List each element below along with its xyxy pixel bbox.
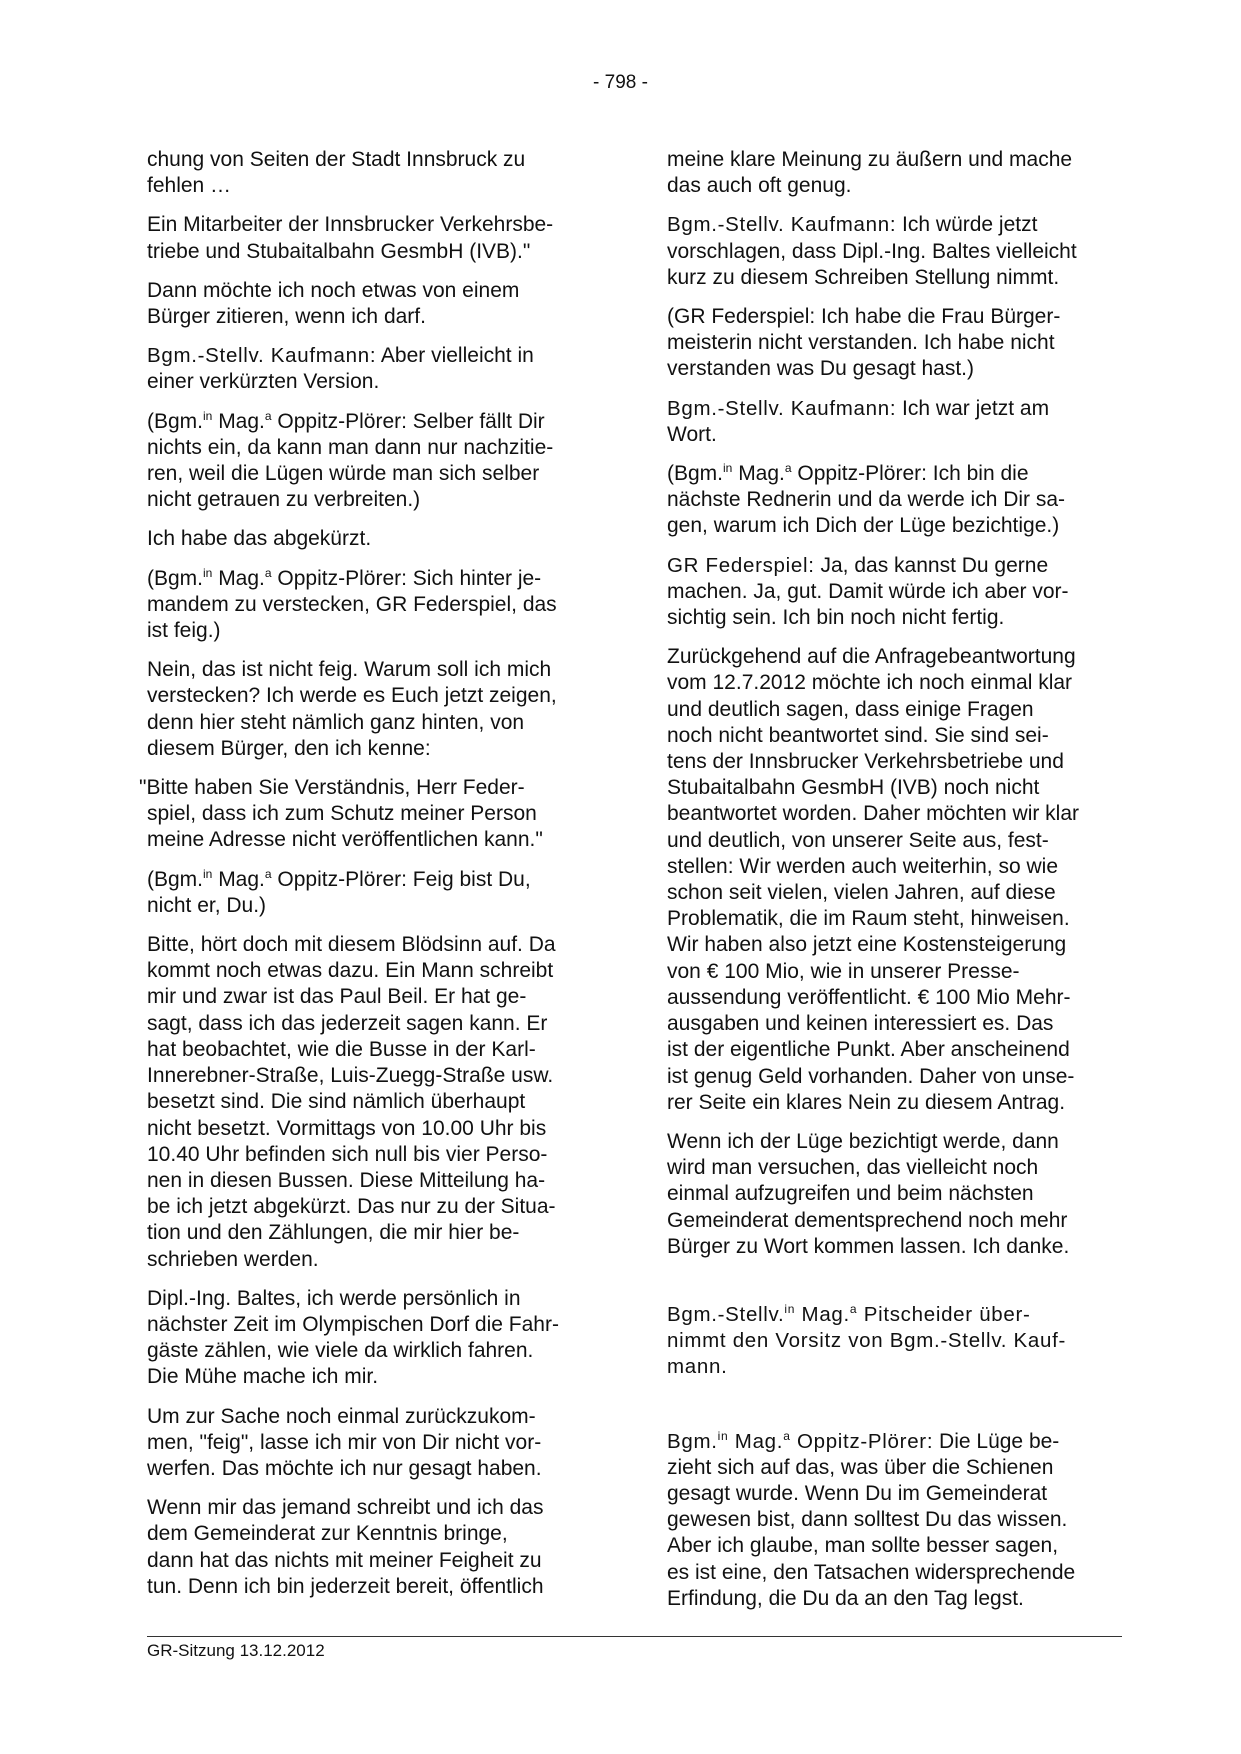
speaker-paragraph: [667, 396, 1122, 448]
interjection: (GR Federspiel: Ich habe die Frau Bürger- meisterin nicht verstanden. Ich habe nicht verstanden was Du gesagt hast.): [667, 305, 1061, 381]
superscript: a: [849, 1302, 858, 1317]
interjection-title: Mag.: [732, 462, 785, 486]
superscript: in: [203, 866, 213, 881]
interjection-open: (Bgm.: [667, 462, 724, 486]
interjection-text: Oppitz-Plörer: Selber fällt Dir nichts ein, da kann man dann nur nachzitie- ren, weil die Lügen würde man sich selber nicht getrauen zu verbreiten.): [147, 409, 554, 512]
note-part: Bgm.-Stellv.: [667, 1302, 785, 1326]
superscript: a: [264, 565, 272, 580]
interjection-title: Mag.: [212, 409, 265, 433]
right-column: [667, 147, 1122, 1625]
speaker-paragraph: [667, 553, 1122, 632]
quotation: "Bitte haben Sie Verständnis, Herr Feder- spiel, dass ich zum Schutz meiner Person meine Adresse nicht veröffentlichen kann.": [139, 776, 543, 852]
interjection: [147, 409, 602, 514]
speaker-paragraph: [667, 212, 1122, 291]
paragraph: Zurückgehend auf die Anfragebeantwortung vom 12.7.2012 möchte ich noch einmal klar und deutlich sagen, dass einige Fragen noch nicht beantwortet sind. Sie sind sei- tens der Innsbrucker Verkehrsbetriebe und Stubaitalbahn GesmbH (IVB) noch nicht beantwortet worden. Daher möchten wir klar und deutlich, von unserer Seite aus, fest- stellen: Wir werden auch weiterhin, so wie schon seit vielen, vielen Jahren, auf diese Problematik, die im Raum steht, hinweisen. Wir haben also jetzt eine Kostensteigerung von € 100 Mio, wie in unserer Presse- aussendung veröffentlicht. € 100 Mio Mehr- ausgaben und keinen interessiert es. Das ist der eigentliche Punkt. Aber anscheinend ist genug Geld vorhanden. Daher von unse- rer Seite ein klares Nein zu diesem Antrag.: [667, 645, 1080, 1114]
superscript: a: [264, 866, 272, 881]
interjection-title: Mag.: [212, 566, 265, 590]
speech-text: Ich würde jetzt vorschlagen, dass Dipl.-Ing. Baltes vielleicht kurz zu diesem Schreiben Stellung nimmt.: [667, 213, 1077, 289]
paragraph: Um zur Sache noch einmal zurückzukom- men, "feig", lasse ich mir von Dir nicht vor- werfen. Das möchte ich nur gesagt haben.: [147, 1404, 542, 1480]
speech-text: Ja, das kannst Du gerne machen. Ja, gut. Damit würde ich aber vor- sichtig sein. Ich bin noch nicht fertig.: [667, 553, 1069, 630]
speaker-name: [667, 1430, 933, 1453]
footer-text: GR-Sitzung 13.12.2012: [147, 1641, 325, 1660]
speaker-part: Oppitz-Plörer:: [790, 1429, 934, 1453]
paragraph: Bitte, hört doch mit diesem Blödsinn auf. Da kommt noch etwas dazu. Ein Mann schreibt mir und zwar ist das Paul Beil. Er hat ge- sagt, dass ich das jederzeit sagen kann. Er hat beobachtet, wie die Busse in der Karl- Innerebner-Straße, Luis-Zuegg-Straße usw. besetzt sind. Die sind nämlich überhaupt nicht besetzt. Vormittags von 10.00 Uhr bis 10.40 Uhr befinden sich null bis vier Perso- nen in diesen Bussen. Diese Mitteilung ha- be ich jetzt abgekürzt. Das nur zu der Situa- tion und den Zählungen, die mir hier be- schrieben werden.: [147, 933, 556, 1271]
paragraph: Wenn mir das jemand schreibt und ich das dem Gemeinderat zur Kenntnis bringe, dann hat das nichts mit meiner Feigheit zu tun. Denn ich bin jederzeit bereit, öffentlich: [147, 1496, 544, 1598]
superscript: in: [717, 1428, 729, 1443]
superscript: a: [784, 461, 792, 476]
speaker-name: Bgm.-Stellv. Kaufmann:: [667, 213, 897, 237]
interjection-title: Mag.: [212, 867, 265, 891]
interjection: [667, 461, 1122, 540]
paragraph: chung von Seiten der Stadt Innsbruck zu fehlen …: [147, 148, 526, 198]
chair-change-note: [667, 1302, 1122, 1381]
footer-divider: [147, 1636, 1122, 1637]
interjection-text: Oppitz-Plörer: Sich hinter je- mandem zu verstecken, GR Federspiel, das ist feig.): [147, 566, 557, 643]
interjection-open: (Bgm.: [147, 566, 204, 590]
interjection: [147, 867, 602, 919]
paragraph: meine klare Meinung zu äußern und mache das auch oft genug.: [667, 148, 1073, 198]
paragraph: Ich habe das abgekürzt.: [147, 527, 372, 551]
speaker-paragraph: [667, 1429, 1122, 1612]
speech-text: Ich war jetzt am Wort.: [667, 396, 1050, 446]
speaker-name: Bgm.-Stellv. Kaufmann:: [667, 396, 897, 420]
paragraph: Dann möchte ich noch etwas von einem Bürger zitieren, wenn ich darf.: [147, 278, 520, 329]
superscript: in: [723, 461, 733, 476]
speaker-name: Bgm.-Stellv. Kaufmann:: [147, 344, 377, 368]
interjection: [147, 566, 602, 645]
speech-text: Die Lüge be- zieht sich auf das, was über die Schienen gesagt wurde. Wenn Du im Gemeinderat gewesen bist, dann solltest Du das wissen. Aber ich glaube, man sollte besser sagen, es ist eine, den Tatsachen widersprechende Erfindung, die Du da an den Tag legst.: [667, 1429, 1076, 1610]
interjection-open: (Bgm.: [147, 409, 204, 433]
interjection-text: Oppitz-Plörer: Feig bist Du, nicht er, Du.): [147, 867, 531, 917]
note-part: Pitscheider über- nimmt den Vorsitz von Bgm.-Stellv. Kauf- mann.: [667, 1302, 1067, 1379]
speaker-name: GR Federspiel:: [667, 553, 815, 577]
superscript: in: [784, 1302, 796, 1317]
speech-text: Aber vielleicht in einer verkürzten Version.: [147, 344, 534, 394]
speaker-paragraph: [147, 343, 602, 395]
interjection-open: (Bgm.: [147, 867, 204, 891]
paragraph: Ein Mitarbeiter der Innsbrucker Verkehrsbe- triebe und Stubaitalbahn GesmbH (IVB).": [147, 213, 554, 263]
note-part: Mag.: [795, 1302, 850, 1326]
superscript: in: [203, 565, 213, 580]
speaker-part: Mag.: [728, 1429, 784, 1453]
page-number: - 798 -: [593, 72, 648, 93]
superscript: a: [264, 408, 272, 423]
paragraph: Nein, das ist nicht feig. Warum soll ich mich verstecken? Ich werde es Euch jetzt zeigen, denn hier steht nämlich ganz hinten, von diesem Bürger, den ich kenne:: [147, 658, 557, 760]
paragraph: Dipl.-Ing. Baltes, ich werde persönlich in nächster Zeit im Olympischen Dorf die Fahr- gäste zählen, wie viele da wirklich fahren. Die Mühe mache ich mir.: [147, 1286, 559, 1389]
interjection-text: Oppitz-Plörer: Ich bin die nächste Rednerin und da werde ich Dir sa- gen, warum ich Dich der Lüge bezichtige.): [667, 462, 1066, 538]
paragraph: Wenn ich der Lüge bezichtigt werde, dann wird man versuchen, das vielleicht noch einmal aufzugreifen und beim nächsten Gemeinderat dementsprechend noch mehr Bürger zu Wort kommen lassen. Ich danke.: [667, 1129, 1070, 1258]
superscript: in: [203, 408, 213, 423]
speaker-part: Bgm.: [667, 1429, 718, 1453]
left-column: [139, 147, 602, 1613]
superscript: a: [783, 1428, 791, 1443]
